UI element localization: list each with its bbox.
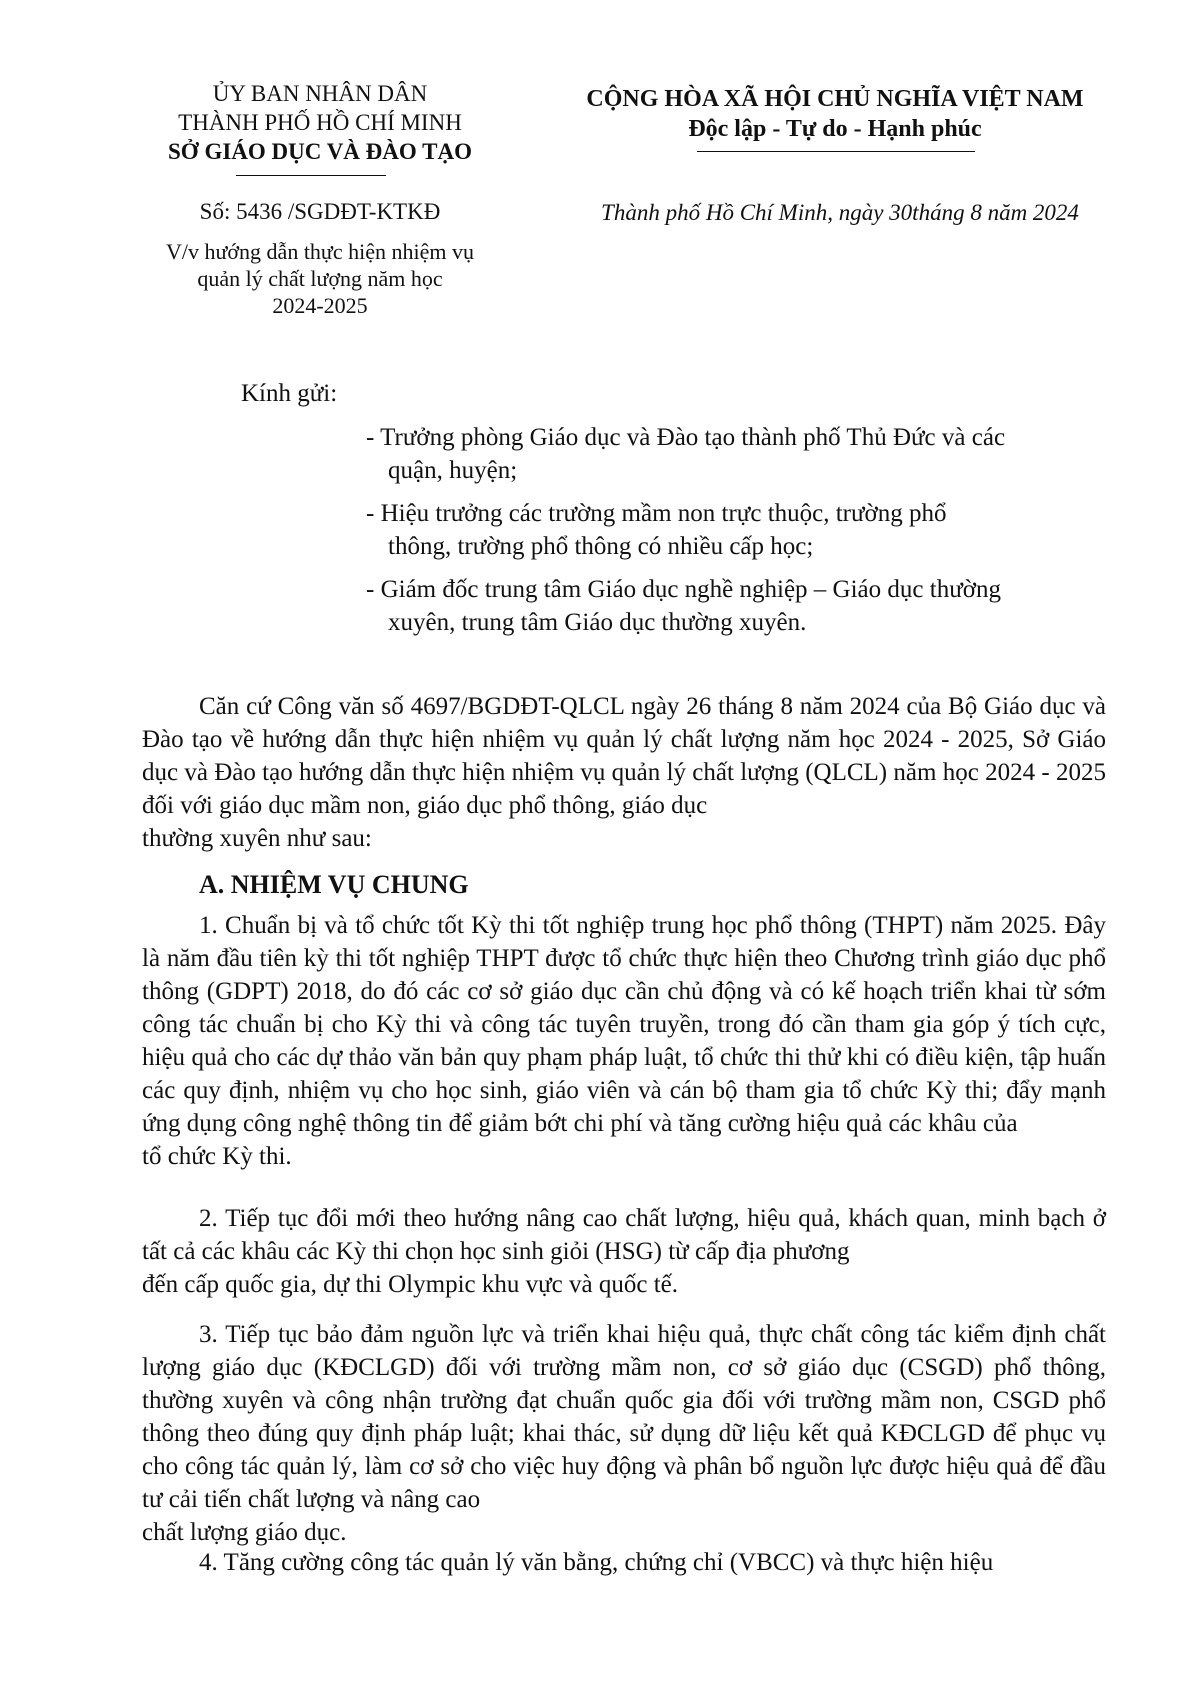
paragraph-body: 1. Chuẩn bị và tổ chức tốt Kỳ thi tốt nghiệp trung học phổ thông (THPT) năm 2025. Đây là năm đầu tiên kỳ thi tốt nghiệp THPT được tổ chức thực hiện theo Chương trình giáo dục phổ thông (GDPT) 2018, do đó các cơ sở giáo dục cần chủ động và có kế hoạch triển khai từ sớm công tác chuẩn bị cho Kỳ thi và công tác tuyên truyền, trong đó cần tham gia góp ý tích cực, hiệu quả cho các dự thảo văn bản quy phạm pháp luật, tổ chức thi thử khi có điều kiện, tập huấn các quy định, nhiệm vụ cho học sinh, giáo viên và cán bộ tham gia tổ chức Kỳ thi; đẩy mạnh ứng dụng công nghệ thông tin để giảm bớt chi phí và tăng cường hiệu quả các khâu của	[142, 912, 1106, 1137]
paragraph-body: 3. Tiếp tục bảo đảm nguồn lực và triển khai hiệu quả, thực chất công tác kiểm định chất lượng giáo dục (KĐCLGD) đối với trường mầm non, cơ sở giáo dục (CSGD) phổ thông, thường xuyên và công nhận trường đạt chuẩn quốc gia đối với trường mầm non, CSGD phổ thông theo đúng quy định pháp luật; khai thác, sử dụng dữ liệu kết quả KĐCLGD để phục vụ cho công tác quản lý, làm cơ sở cho việc huy động và phân bổ nguồn lực được hiệu quả để đầu tư cải tiến chất lượng và nâng cao	[142, 1321, 1106, 1513]
recipient-line: quận, huyện;	[388, 457, 518, 484]
motto-line: Độc lập - Tự do - Hạnh phúc	[688, 116, 982, 142]
recipient-item	[366, 497, 1106, 563]
intro-paragraph	[142, 690, 1106, 855]
agency-underline	[236, 175, 386, 176]
paragraph-body: Căn cứ Công văn số 4697/BGDĐT-QLCL ngày 26 tháng 8 năm 2024 của Bộ Giáo dục và Đào tạo về hướng dẫn thực hiện nhiệm vụ quản lý chất lượng năm học 2024 - 2025, Sở Giáo dục và Đào tạo hướng dẫn thực hiện nhiệm vụ quản lý chất lượng (QLCL) năm học 2024 - 2025 đối với giáo dục mầm non, giáo dục phổ thông, giáo dục	[142, 693, 1106, 819]
agency-line-3: SỞ GIÁO DỤC VÀ ĐÀO TẠO	[168, 139, 472, 164]
motto-underline	[697, 151, 975, 152]
issue-date: Thành phố Hồ Chí Minh, ngày 30tháng 8 năm 2024	[601, 200, 1079, 225]
numbered-paragraph	[142, 909, 1106, 1173]
recipient-line: - Giám đốc trung tâm Giáo dục nghề nghiệp – Giáo dục thường	[366, 576, 1001, 603]
recipient-item	[366, 421, 1106, 487]
agency-line-1: ỦY BAN NHÂN DÂN	[212, 81, 428, 106]
national-motto	[570, 84, 1100, 144]
section-heading: A. NHIỆM VỤ CHUNG	[199, 870, 469, 899]
subject-line-2: quản lý chất lượng năm học	[197, 266, 443, 291]
paragraph-last-line: thường xuyên như sau:	[142, 825, 372, 852]
subject-line-3: 2024-2025	[272, 293, 368, 318]
agency-line-2: THÀNH PHỐ HỒ CHÍ MINH	[178, 110, 462, 135]
paragraph-last-line: đến cấp quốc gia, dự thi Olympic khu vực và quốc tế.	[142, 1271, 678, 1298]
recipient-line: - Trưởng phòng Giáo dục và Đào tạo thành phố Thủ Đức và các	[366, 424, 1006, 451]
recipient-line: xuyên, trung tâm Giáo dục thường xuyên.	[388, 609, 807, 636]
numbered-paragraph	[142, 1318, 1106, 1549]
paragraph-body: 4. Tăng cường công tác quản lý văn bằng, chứng chỉ (VBCC) và thực hiện hiệu	[199, 1549, 994, 1576]
paragraph-last-line: tổ chức Kỳ thi.	[142, 1143, 292, 1170]
numbered-paragraph	[142, 1202, 1106, 1301]
paragraph-last-line: chất lượng giáo dục.	[142, 1519, 347, 1546]
document-number: Số: 5436 /SGDĐT-KTKĐ	[199, 199, 441, 224]
issuing-agency	[140, 79, 500, 166]
numbered-paragraph	[142, 1546, 1106, 1579]
recipient-line: thông, trường phổ thông có nhiều cấp học;	[388, 533, 814, 560]
salutation: Kính gửi:	[241, 380, 338, 407]
recipient-item	[366, 573, 1106, 639]
paragraph-body: 2. Tiếp tục đổi mới theo hướng nâng cao chất lượng, hiệu quả, khách quan, minh bạch ở tất cả các khâu các Kỳ thi chọn học sinh giỏi (HSG) từ cấp địa phương	[142, 1205, 1106, 1265]
recipient-line: - Hiệu trưởng các trường mầm non trực thuộc, trường phổ	[366, 500, 947, 527]
subject-block	[140, 238, 500, 319]
subject-line-1: V/v hướng dẫn thực hiện nhiệm vụ	[166, 239, 474, 264]
country-name: CỘNG HÒA XÃ HỘI CHỦ NGHĨA VIỆT NAM	[586, 86, 1084, 112]
